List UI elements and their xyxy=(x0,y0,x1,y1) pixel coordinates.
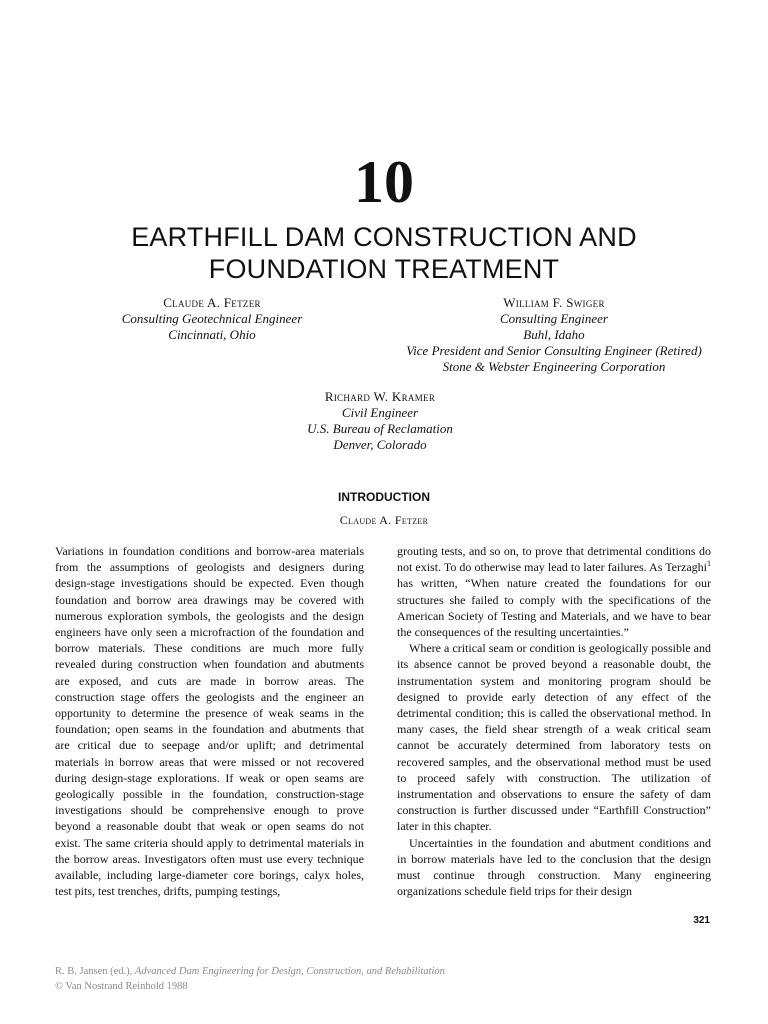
author-block-swiger xyxy=(388,295,720,375)
copyright-line: © Van Nostrand Reinhold 1988 xyxy=(55,981,188,992)
paragraph-text: has written, “When nature created the foundations for our structures she failed to comply with the specifications of the American Society of Testing and Materials, and we have to bear the consequences of the resulting uncertainties.” xyxy=(397,576,711,640)
author-affiliation: Vice President and Senior Consulting Engineer (Retired) xyxy=(406,343,702,358)
citation-footer xyxy=(55,964,705,994)
author-name: Richard W. Kramer xyxy=(324,389,436,404)
author-organization: Stone & Webster Engineering Corporation xyxy=(442,359,666,374)
body-paragraph: Variations in foundation conditions and borrow-area materials from the assumptions of geologists and designers during design-stage investigations should be expected. Even though foundation and borrow area drawings may be covered with numerous exploration symbols, the geologists and the design engineers have only seen a microfraction of the foundation and borrow materials. These conditions are much more fully revealed during construction when foundation and abutments are exposed, and cuts are made in borrow areas. The construction stage offers the geologists and the engineer an opportunity to determine the presence of weak seams in the foundation; open seams in the foundation and abutments that are critical due to seepage and/or uplift; and detrimental materials in borrow areas that were missed or not recovered during design-stage explorations. If weak or open seams are geologically possible in the foundation, construction-stage investigations should be comprehensive enough to prove beyond a reasonable doubt that weak or open seams do not exist. The same criteria should apply to detrimental materials in the borrow areas. Investigators often must use every technique available, including large-diameter core borings, calyx holes, test pits, test trenches, drifts, pumping testings, xyxy=(55,544,364,899)
author-location: Denver, Colorado xyxy=(333,437,427,452)
footnote-reference[interactable]: 1 xyxy=(707,559,711,569)
author-name: William F. Swiger xyxy=(503,295,605,310)
author-organization: U.S. Bureau of Reclamation xyxy=(307,421,453,436)
body-column-left xyxy=(55,543,364,899)
author-block-fetzer xyxy=(110,295,314,343)
book-title: Advanced Dam Engineering for Design, Construction, and Rehabilitation xyxy=(134,966,445,977)
paragraph-text: grouting tests, and so on, to prove that detrimental conditions do not exist. To do otherwise may lead to later failures. As Terzaghi xyxy=(397,544,711,575)
body-column-right xyxy=(397,543,711,899)
body-paragraph: Uncertainties in the foundation and abutment conditions and in borrow materials have led to the conclusion that the design must continue through construction. Many engineering organizations schedule field trips for their design xyxy=(397,835,711,899)
author-affiliation: Civil Engineer xyxy=(341,405,419,420)
citation-line xyxy=(55,964,705,979)
section-author: Claude A. Fetzer xyxy=(339,513,429,527)
chapter-title-line-2: FOUNDATION TREATMENT xyxy=(208,254,560,284)
body-paragraph xyxy=(397,543,711,640)
author-name: Claude A. Fetzer xyxy=(163,295,261,310)
chapter-number: 10 xyxy=(354,149,414,215)
author-location: Buhl, Idaho xyxy=(523,327,585,342)
author-affiliation: Consulting Engineer xyxy=(500,311,608,326)
chapter-title-line-1: EARTHFILL DAM CONSTRUCTION AND xyxy=(131,222,637,252)
chapter-title xyxy=(0,221,768,285)
section-heading: INTRODUCTION xyxy=(338,490,430,504)
page-number: 321 xyxy=(693,915,710,926)
citation-prefix: R. B. Jansen (ed.), xyxy=(55,966,135,977)
body-paragraph: Where a critical seam or condition is geologically possible and its absence cannot be proved beyond a reasonable doubt, the instrumentation system and monitoring program should be designed to provide early detection of any effect of the detrimental condition; this is called the observational method. In many cases, the field shear strength of a weak critical seam cannot be accurately determined from laboratory tests on recovered samples, and the observational method must be used to proceed safely with construction. The utilization of instrumentation and observations to ensure the safety of dam construction is further discussed under “Earthfill Construction” later in this chapter. xyxy=(397,641,711,834)
author-affiliation: Consulting Geotechnical Engineer xyxy=(121,311,303,326)
author-location: Cincinnati, Ohio xyxy=(168,327,256,342)
author-block-kramer xyxy=(280,389,480,453)
